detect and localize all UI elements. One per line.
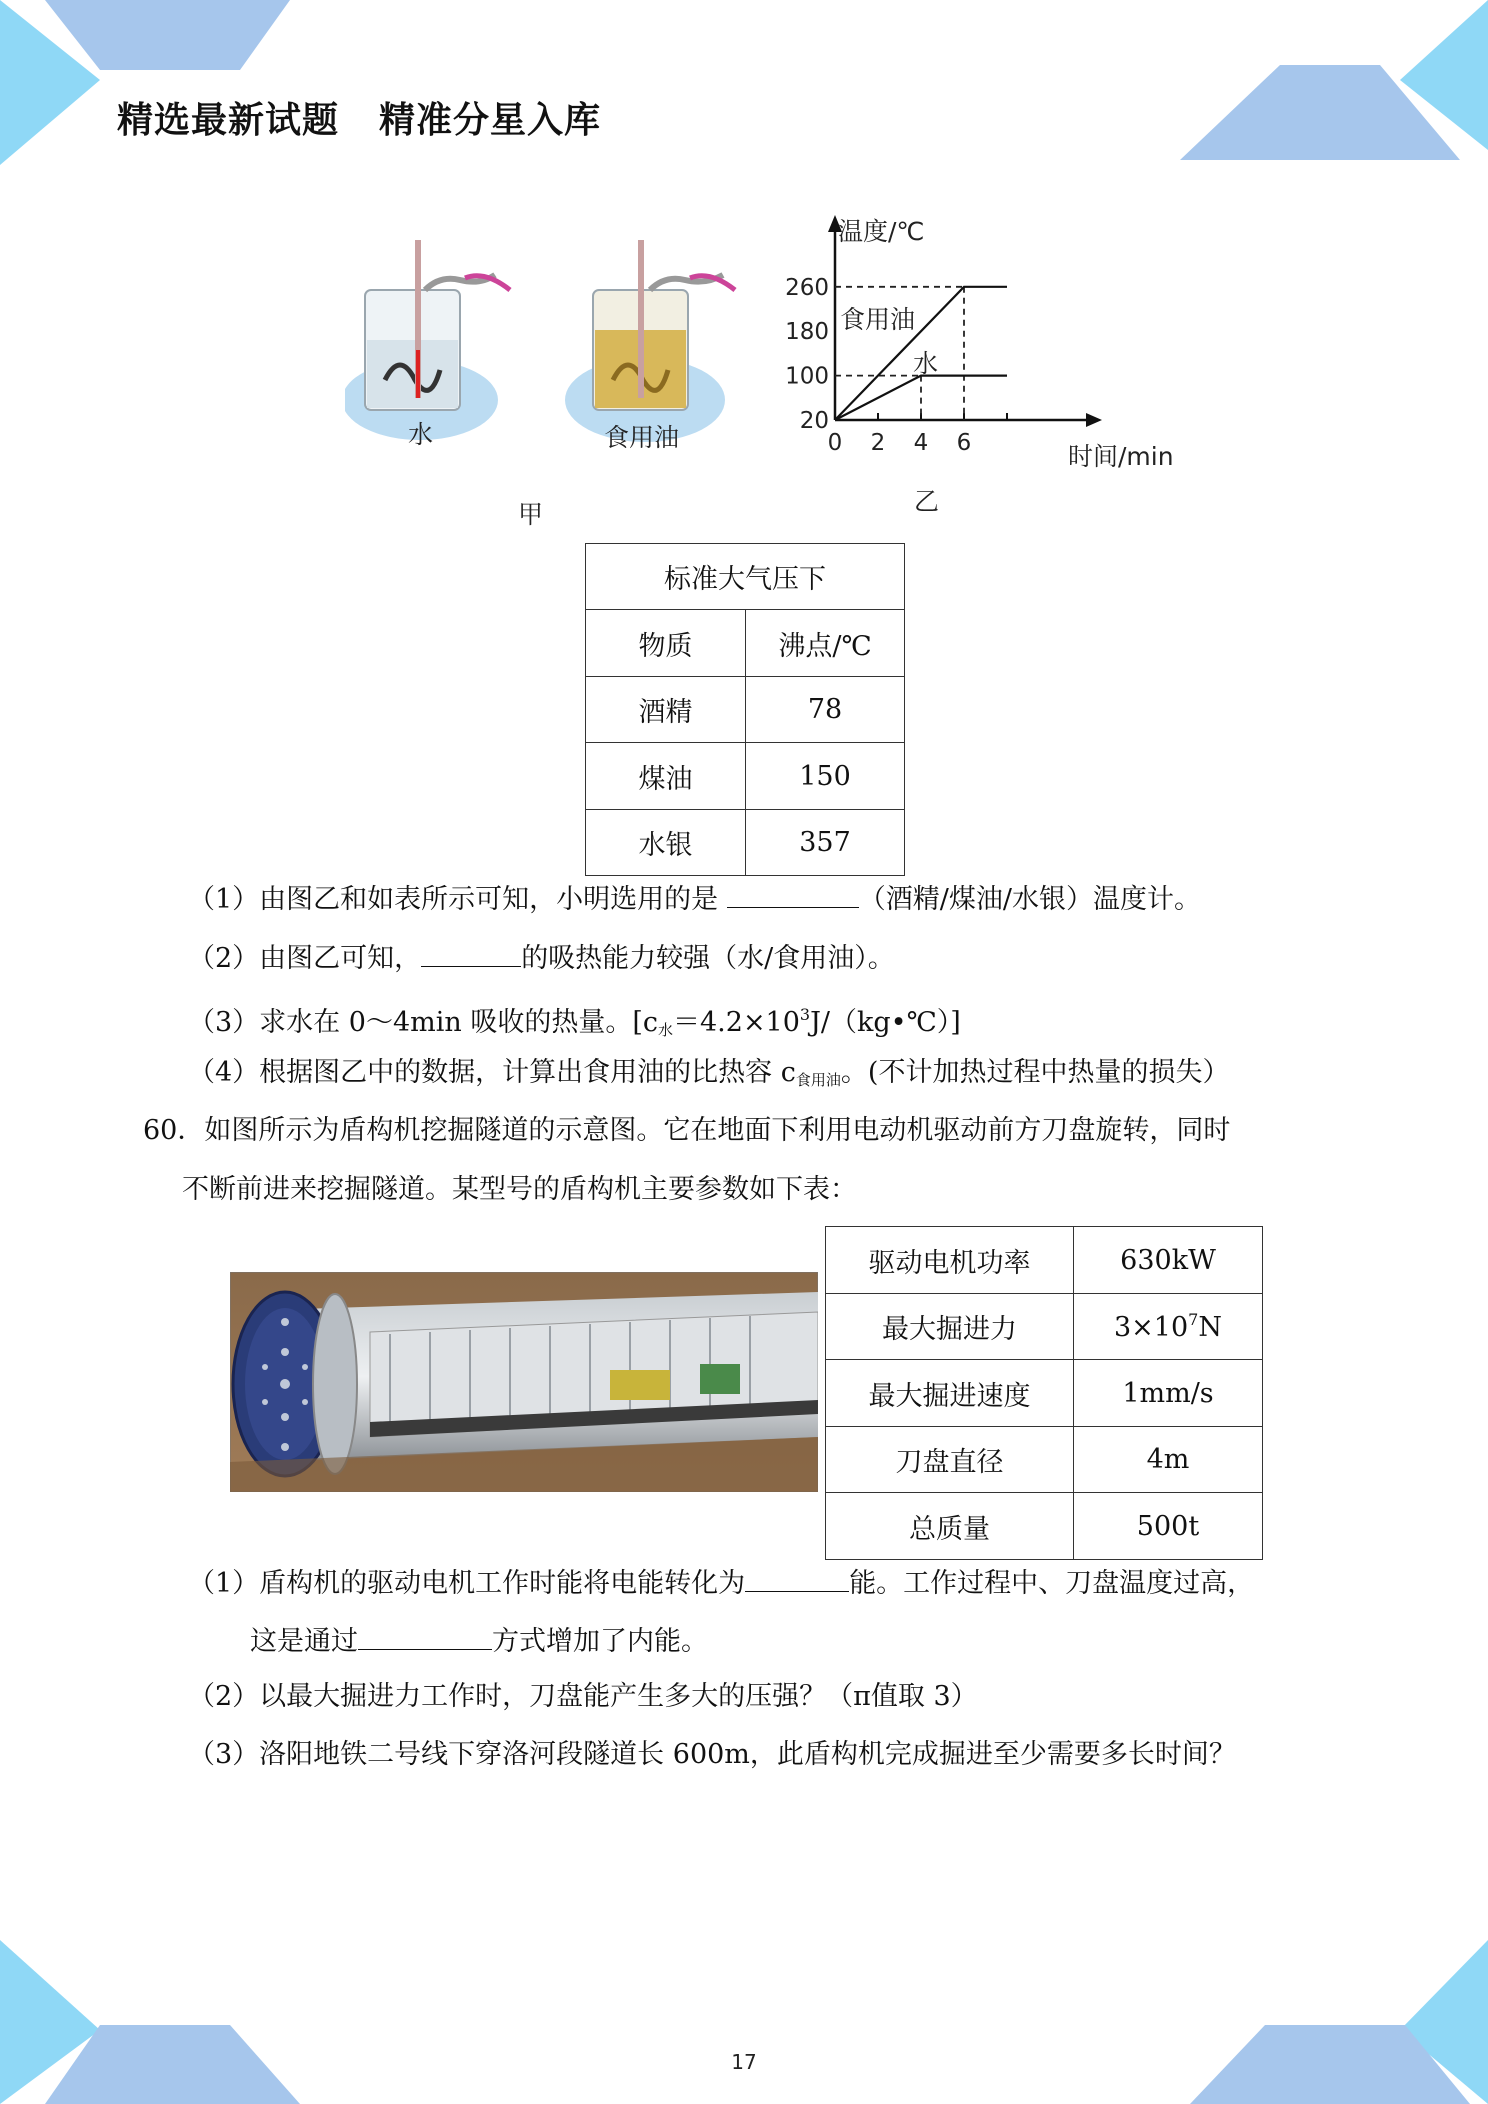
q59-part3: （3）求水在 0～4min 吸收的热量。$[c_水=4.2\times 10^3J/(kg•℃)]$ [188,1005,961,1039]
table-cell: 酒精 [586,677,746,743]
graph-oil-line-label: 食用油 [840,305,916,334]
x-tick-label: 6 [956,430,972,456]
figure-jia-caption: 甲 [518,500,544,529]
x-tick-label: 4 [913,430,929,456]
table-cell: 总质量 [826,1493,1074,1560]
q60-part1-continued: 这是通过 方式增加了内能。 [250,1619,708,1662]
boiling-table-title: 标准大气压下 [586,544,905,610]
table-cell: 357 [746,810,905,876]
corner-decoration-top-left [0,0,300,170]
x-tick-label: 0 [827,430,843,456]
table-cell: 78 [746,677,905,743]
table-cell: 最大掘进力 [826,1294,1074,1360]
graph-y-axis-label: 温度/℃ [838,217,925,246]
table-cell: 150 [746,743,905,810]
q59-part2: （2）由图乙可知， 的吸热能力较强（水/食用油）。 [188,936,895,979]
q60-part3: （3）洛阳地铁二号线下穿洛河段隧道长 600m，此盾构机完成掘进至少需要多长时间？ [188,1739,1236,1770]
table-header: 沸点/℃ [746,610,905,677]
q60-intro-line1: 60．如图所示为盾构机挖掘隧道的示意图。它在地面下利用电动机驱动前方刀盘旋转，同时 [143,1115,1231,1146]
beaker-figure [345,230,745,460]
y-tick-label: 260 [785,274,829,301]
x-axis-arrow [1086,413,1102,427]
table-cell: 630kW [1074,1227,1263,1294]
corner-decoration-bottom-right [1170,1930,1488,2104]
answer-blank[interactable] [727,877,859,908]
corner-decoration-top-right [1170,0,1488,165]
shield-machine-image [230,1272,818,1492]
table-cell: 500t [1074,1493,1263,1560]
table-cell: 煤油 [586,743,746,810]
header-title: 精选最新试题 精准分星入库 [117,100,602,141]
graph-x-axis-label: 时间/min [1068,442,1174,471]
oil-beaker-label: 食用油 [604,423,680,452]
table-cell: 1mm/s [1074,1360,1263,1427]
table-cell: 刀盘直径 [826,1427,1074,1493]
q60-part1: （1）盾构机的驱动电机工作时能将电能转化为 能。工作过程中、刀盘温度过高， [188,1561,1254,1604]
q59-part1: （1）由图乙和如表所示可知，小明选用的是 （酒精/煤油/水银）温度计。 [188,877,1201,920]
figure-yi-caption: 乙 [914,487,940,516]
table-cell: 4m [1074,1427,1263,1493]
answer-blank[interactable] [421,936,521,967]
page-number: 17 [731,2050,757,2074]
table-cell: $3\times 10^7N$ [1074,1294,1263,1360]
answer-blank[interactable] [358,1619,492,1650]
graph-water-line-label: 水 [913,349,939,378]
water-beaker-label: 水 [408,420,434,449]
table-cell: 驱动电机功率 [826,1227,1074,1294]
table-cell: 水银 [586,810,746,876]
table-cell: 最大掘进速度 [826,1360,1074,1427]
answer-blank[interactable] [745,1561,849,1592]
boiling-point-table [585,543,905,876]
y-tick-label: 100 [785,363,829,390]
table-header: 物质 [586,610,746,677]
y-tick-label: 20 [799,408,829,434]
y-tick-label: 180 [785,319,829,346]
corner-decoration-bottom-left [0,1930,320,2104]
x-tick-label: 2 [870,430,886,456]
shield-machine-parameter-table [825,1226,1263,1560]
q59-part4: （4）根据图乙中的数据，计算出食用油的比热容 $c_{食用油}$。(不计加热过程中热量的损失） [188,1057,1230,1089]
q60-intro-line2: 不断前进来挖掘隧道。某型号的盾构机主要参数如下表： [182,1174,857,1205]
q60-part2: （2）以最大掘进力工作时，刀盘能产生多大的压强？（π值取 3） [188,1681,978,1712]
